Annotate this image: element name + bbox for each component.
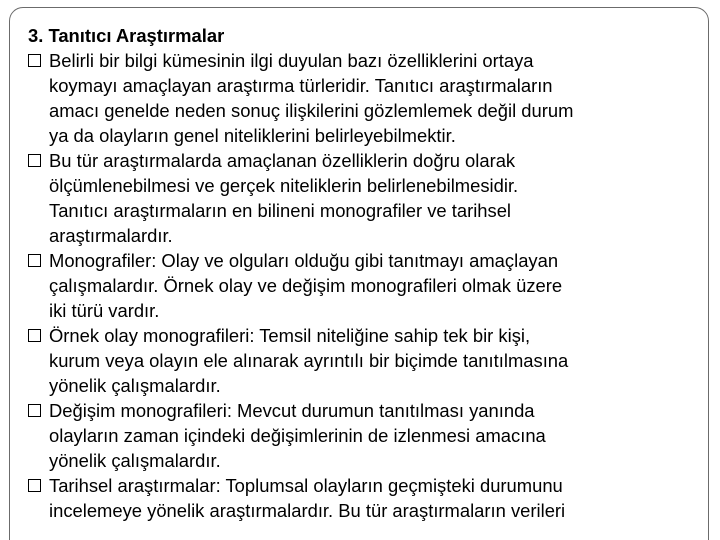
bullet-list (28, 48, 678, 523)
bullet-line: Belirli bir bilgi kümesinin ilgi duyulan bazı özelliklerini ortaya (49, 50, 534, 71)
bullet-line: Tanıtıcı araştırmaların en bilineni monografiler ve tarihsel (49, 200, 512, 221)
bullet-line: olayların zaman içindeki değişimlerinin de izlenmesi amacına (49, 425, 546, 446)
bullet-line: incelemeye yönelik araştırmalardır. Bu tür araştırmaların verileri (49, 500, 566, 521)
bullet-line: çalışmalardır. Örnek olay ve değişim monografileri olmak üzere (49, 275, 563, 296)
bullet-line: ya da olayların genel niteliklerini belirleyebilmektir. (49, 125, 456, 146)
square-bullet-icon (28, 154, 41, 167)
slide-title: 3. Tanıtıcı Araştırmalar (28, 25, 225, 46)
bullet-line: ölçümlenebilmesi ve gerçek niteliklerin belirlenebilmesidir. (49, 175, 519, 196)
bullet-line: yönelik çalışmalardır. (49, 450, 221, 471)
bullet-line: araştırmalardır. (49, 225, 173, 246)
square-bullet-icon (28, 479, 41, 492)
bullet-line: Bu tür araştırmalarda amaçlanan özelliklerin doğru olarak (49, 150, 516, 171)
bullet-item (28, 248, 678, 323)
bullet-item (28, 473, 678, 523)
bullet-line: yönelik çalışmalardır. (49, 375, 221, 396)
bullet-line: Monografiler: Olay ve olguları olduğu gibi tanıtmayı amaçlayan (49, 250, 559, 271)
bullet-item (28, 398, 678, 473)
bullet-item (28, 148, 678, 248)
bullet-line: kurum veya olayın ele alınarak ayrıntılı bir biçimde tanıtılmasına (49, 350, 569, 371)
bullet-line: Değişim monografileri: Mevcut durumun tanıtılması yanında (49, 400, 535, 421)
bullet-item (28, 48, 678, 148)
slide-content (28, 23, 678, 523)
square-bullet-icon (28, 404, 41, 417)
bullet-line: Örnek olay monografileri: Temsil niteliğine sahip tek bir kişi, (49, 325, 531, 346)
square-bullet-icon (28, 54, 41, 67)
square-bullet-icon (28, 329, 41, 342)
bullet-line: Tarihsel araştırmalar: Toplumsal olayların geçmişteki durumunu (49, 475, 563, 496)
bullet-line: koymayı amaçlayan araştırma türleridir. Tanıtıcı araştırmaların (49, 75, 553, 96)
bullet-line: amacı genelde neden sonuç ilişkilerini gözlemlemek değil durum (49, 100, 574, 121)
square-bullet-icon (28, 254, 41, 267)
bullet-line: iki türü vardır. (49, 300, 160, 321)
bullet-item (28, 323, 678, 398)
